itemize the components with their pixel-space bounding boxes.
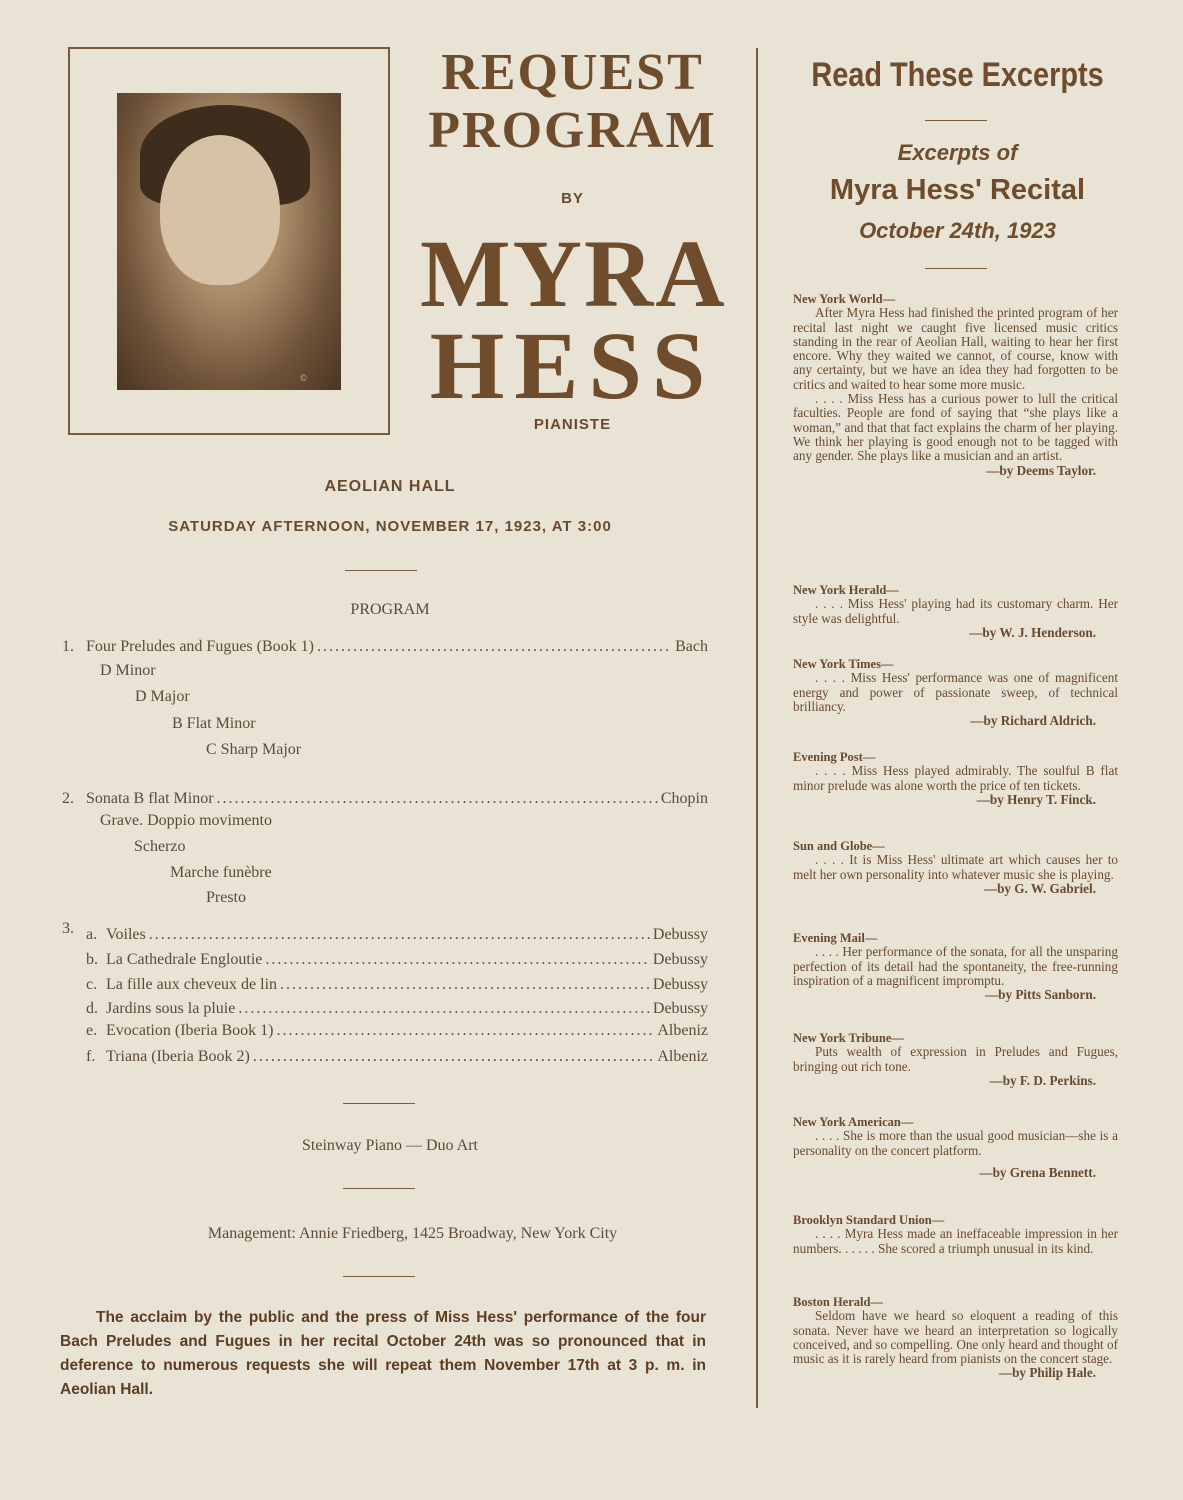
title-line-1: REQUEST xyxy=(441,44,704,101)
venue-hall: AEOLIAN HALL xyxy=(324,478,456,495)
review-text: . . . . Her performance of the sonata, for all the unsparing perfection of its detail had the spontaneity, the free-running inspiration of a magnificent impromptu. xyxy=(793,944,1118,988)
divider xyxy=(343,1188,415,1189)
review-source: Evening Mail— xyxy=(793,931,878,945)
divider xyxy=(925,120,987,121)
review-author: —by Henry T. Finck. xyxy=(976,791,1096,807)
program-piece: d. Jardins sous la pluie ..... Debussy xyxy=(86,1000,708,1018)
venue-date: SATURDAY AFTERNOON, NOVEMBER 17, 1923, AT 3:00 xyxy=(168,518,612,535)
review-source: New York Times— xyxy=(793,657,894,671)
review-text: . . . . Myra Hess made an ineffaceable impression in her numbers. . . . . . She scored a triumph unusual in its kind. xyxy=(793,1226,1118,1256)
review-author: —by Richard Aldrich. xyxy=(970,713,1096,729)
review-source: Boston Herald— xyxy=(793,1295,883,1309)
review-new-york-times xyxy=(793,657,1118,728)
review-text: . . . . Miss Hess' playing had its customary charm. Her style was delightful. xyxy=(793,596,1118,626)
review-text: After Myra Hess had finished the printed program of her recital last night we caught five licensed music critics standing in the rear of Aeolian Hall, waiting to hear her first encore. Why they waited we cannot, of course, know with any certainty, but we have an idea they had forgotten to be critics and waited to hear some more music. xyxy=(793,305,1118,392)
review-author: —by F. D. Perkins. xyxy=(989,1072,1096,1088)
program-part: B Flat Minor xyxy=(172,715,256,732)
divider xyxy=(925,268,987,269)
review-source: Sun and Globe— xyxy=(793,839,885,853)
review-text: . . . . Miss Hess has a curious power to lull the critical faculties. People are fond of saying that “she plays like a woman,” and that that fact explains the charm of her playing. We think her playing is good enough not to be tagged with any gender. She plays like a musician and an artist. xyxy=(793,391,1118,464)
review-boston-herald xyxy=(793,1295,1118,1381)
photo-copyright-mark: © xyxy=(300,373,307,383)
excerpts-heading: Read These Excerpts xyxy=(811,56,1104,94)
program-heading: PROGRAM xyxy=(350,601,430,618)
review-new-york-tribune xyxy=(793,1031,1118,1088)
review-text: . . . . Miss Hess played admirably. The soulful B flat minor prelude was alone worth the price of ten tickets. xyxy=(793,763,1118,793)
review-brooklyn-standard-union xyxy=(793,1213,1118,1256)
program-item-1: 1. Four Preludes and Fugues (Book 1) ..... Bach xyxy=(62,638,708,656)
review-author: —by Deems Taylor. xyxy=(986,462,1096,478)
program-piece: e. Evocation (Iberia Book 1) ..... Albeniz xyxy=(86,1022,708,1040)
program-part: Scherzo xyxy=(134,838,186,855)
review-text: . . . . She is more than the usual good musician—she is a personality on the concert platform. xyxy=(793,1128,1118,1158)
review-new-york-herald xyxy=(793,583,1118,640)
excerpts-subtitle-3: October 24th, 1923 xyxy=(859,218,1056,243)
review-author: —by Philip Hale. xyxy=(998,1365,1096,1381)
review-text: . . . . Miss Hess' performance was one of magnificent energy and power of passionate sweep, of technical brilliancy. xyxy=(793,670,1118,714)
program-part: Grave. Doppio movimento xyxy=(100,812,272,829)
review-author: —by W. J. Henderson. xyxy=(969,624,1096,640)
divider xyxy=(343,1276,415,1277)
management-credit: Management: Annie Friedberg, 1425 Broadway, New York City xyxy=(207,1225,618,1242)
program-piece: f. Triana (Iberia Book 2) ..... Albeniz xyxy=(86,1048,708,1066)
name-line-1: MYRA xyxy=(420,220,727,327)
excerpts-subtitle-1: Excerpts of xyxy=(897,140,1018,165)
title-line-2: PROGRAM xyxy=(428,102,717,159)
review-source: New York World— xyxy=(793,292,896,306)
review-author: —by G. W. Gabriel. xyxy=(983,880,1096,896)
excerpts-subtitle-2: Myra Hess' Recital xyxy=(829,174,1086,206)
review-source: Evening Post— xyxy=(793,750,876,764)
review-text: Puts wealth of expression in Preludes and Fugues, bringing out rich tone. xyxy=(793,1044,1118,1074)
role-label: PIANISTE xyxy=(533,416,612,433)
program-part: D Major xyxy=(135,688,190,705)
program-piece: c. La fille aux cheveux de lin ..... Debussy xyxy=(86,976,708,994)
review-source: New York Herald— xyxy=(793,583,899,597)
review-source: New York Tribune— xyxy=(793,1031,904,1045)
review-evening-mail xyxy=(793,931,1118,1002)
review-new-york-world xyxy=(793,292,1118,478)
piano-credit: Steinway Piano — Duo Art xyxy=(302,1137,478,1154)
program-item-2: 2. Sonata B flat Minor ..... Chopin xyxy=(62,790,708,808)
program-part: Marche funèbre xyxy=(170,864,272,881)
review-text: . . . . It is Miss Hess' ultimate art which causes her to melt her own personality into whatever music she is playing. xyxy=(793,852,1118,882)
program-part: D Minor xyxy=(100,662,156,679)
program-item-3-number: 3. xyxy=(62,920,74,937)
program-part: Presto xyxy=(206,889,246,906)
portrait-face xyxy=(160,135,280,285)
divider xyxy=(345,570,417,571)
review-text: Seldom have we heard so eloquent a reading of this sonata. Never have we heard an interpretation so logically conceived, and so compelling. One only heard and thought of music as it is rarely heard from pianists on the concert stage. xyxy=(793,1308,1118,1367)
review-author: —by Pitts Sanborn. xyxy=(984,987,1096,1003)
review-sun-and-globe xyxy=(793,839,1118,896)
name-line-2: HESS xyxy=(429,312,716,419)
program-part: C Sharp Major xyxy=(206,741,302,758)
review-source: New York American— xyxy=(793,1115,914,1129)
review-author: —by Grena Bennett. xyxy=(979,1164,1096,1180)
program-piece: a. Voiles ..... Debussy xyxy=(86,926,708,944)
review-evening-post xyxy=(793,750,1118,807)
announcement: The acclaim by the public and the press of Miss Hess' performance of the four Bach Preludes and Fugues in her recital October 24th was so pronounced that in deference to numerous requests she will repeat them November 17th at 3 p. m. in Aeolian Hall. xyxy=(60,1309,706,1398)
review-source: Brooklyn Standard Union— xyxy=(793,1213,945,1227)
review-new-york-american xyxy=(793,1115,1118,1180)
by-label: BY xyxy=(561,190,584,207)
program-piece: b. La Cathedrale Engloutie ..... Debussy xyxy=(86,951,708,969)
column-divider xyxy=(756,48,758,1408)
divider xyxy=(343,1103,415,1104)
